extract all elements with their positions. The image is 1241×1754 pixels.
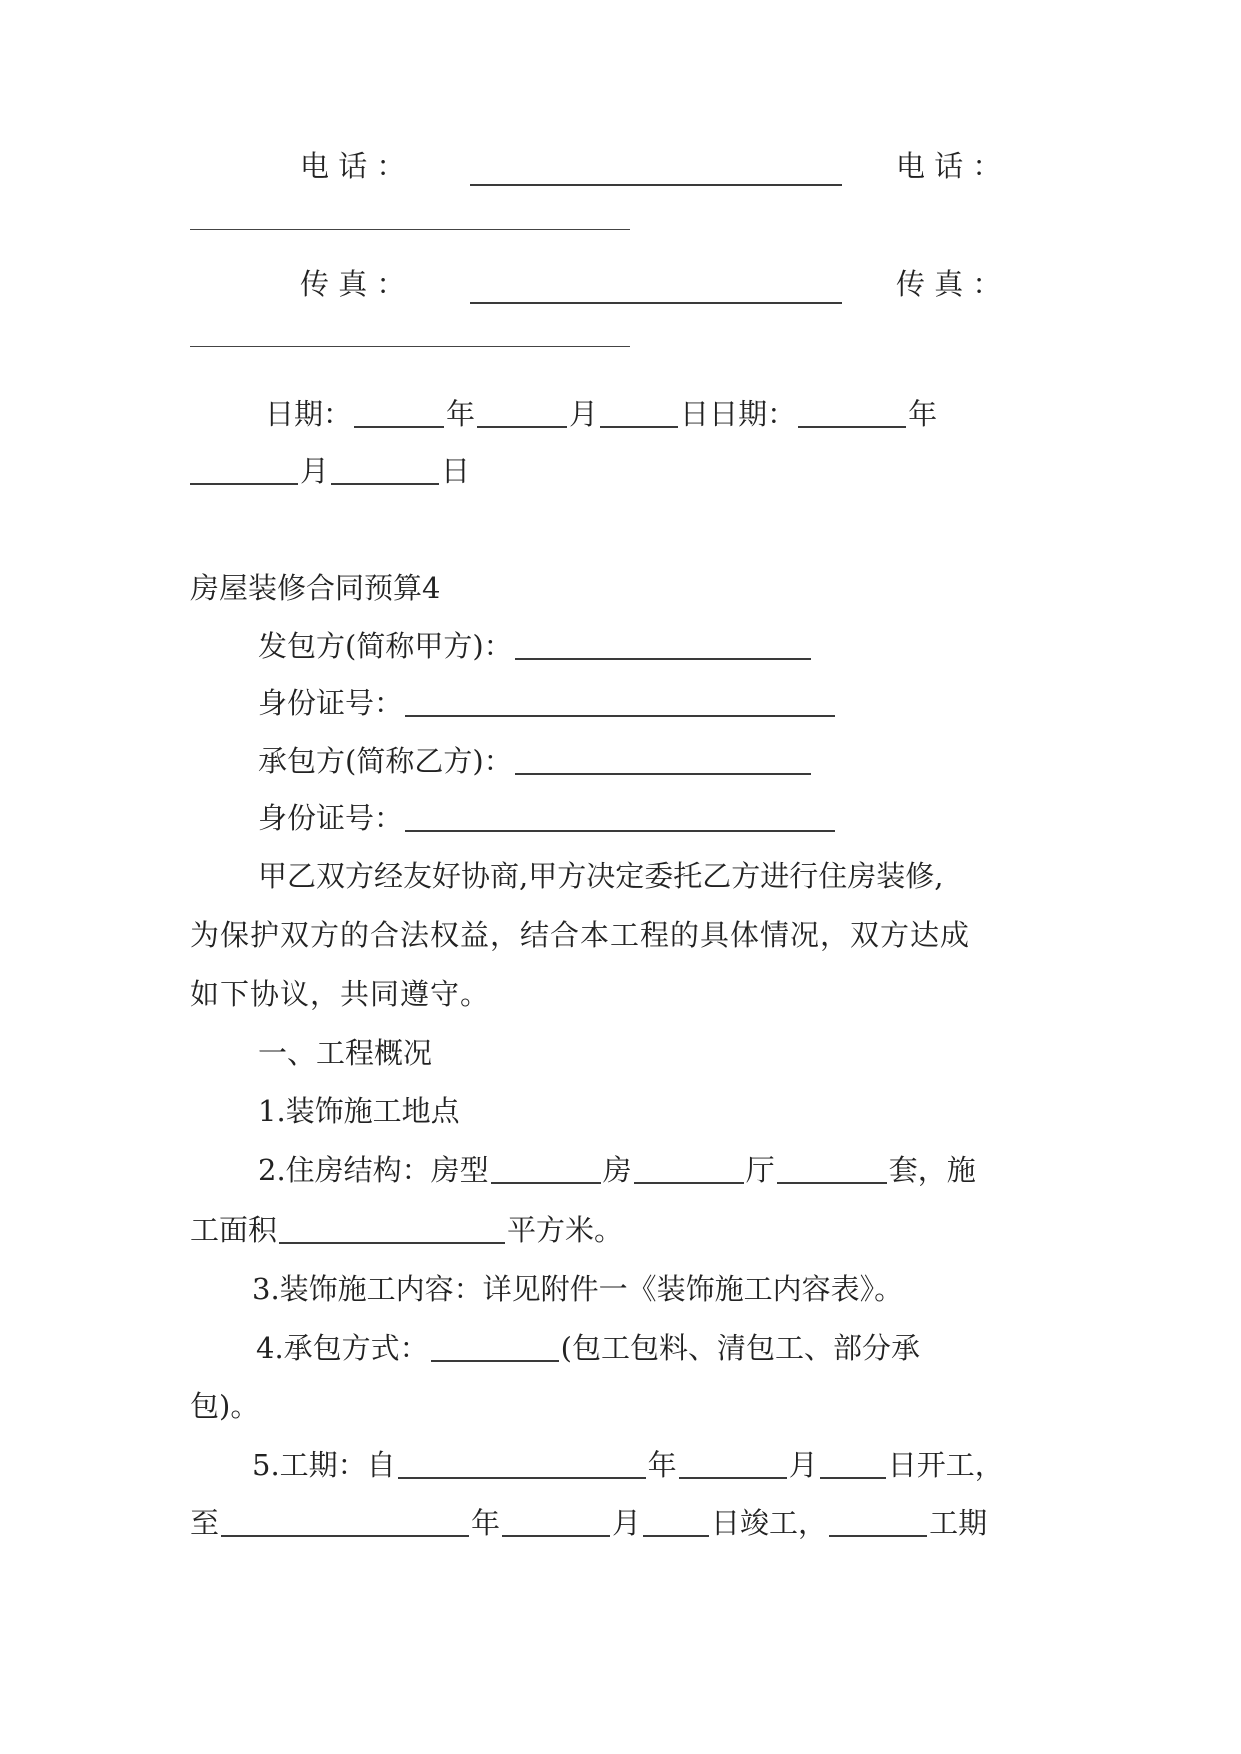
year-blank-1 xyxy=(354,426,444,428)
para1-line1: 甲乙双方经友好协商,甲方决定委托乙方进行住房装修, xyxy=(258,859,944,893)
room-blank xyxy=(491,1182,601,1184)
fax-right-label: 传 真 ： xyxy=(896,267,1002,301)
item-1: 1.装饰施工地点 xyxy=(258,1094,460,1128)
section-title: 房屋装修合同预算4 xyxy=(190,571,441,605)
contract-method-blank xyxy=(431,1360,559,1362)
month-blank-2 xyxy=(190,483,298,485)
item-3: 3.装饰施工内容：详见附件一《装饰施工内容表》。 xyxy=(252,1272,904,1306)
para1-line2: 为保护双方的合法权益，结合本工程的具体情况，双方达成 xyxy=(190,918,971,952)
fax-left-blank xyxy=(470,302,842,304)
section-1-heading: 一、工程概况 xyxy=(258,1036,433,1070)
id-b-label: 身份证号： xyxy=(258,801,404,835)
item-4-line1 xyxy=(256,1331,1048,1365)
date-label-2: 日期： xyxy=(709,397,797,431)
year-2: 年 xyxy=(908,397,938,431)
id-b-line xyxy=(258,801,1050,835)
id-a-label: 身份证号： xyxy=(258,686,404,720)
room-unit: 房 xyxy=(602,1153,632,1187)
day-2: 日 xyxy=(441,454,471,488)
phone-right-blank xyxy=(190,229,630,230)
hall-blank xyxy=(634,1182,744,1184)
area-blank xyxy=(279,1242,505,1244)
month-2: 月 xyxy=(300,454,330,488)
para1-line3: 如下协议，共同遵守。 xyxy=(190,977,491,1011)
end-label: 至 xyxy=(190,1506,220,1540)
phone-left-blank xyxy=(470,184,842,186)
id-a-line xyxy=(258,686,1050,720)
end-year: 年 xyxy=(471,1506,501,1540)
start-year: 年 xyxy=(647,1448,677,1482)
phone-right-label: 电 话 ： xyxy=(896,149,1002,183)
party-b-line xyxy=(258,744,1050,778)
party-b-label: 承包方(简称乙方)： xyxy=(258,744,513,778)
duration-label: 工期 xyxy=(929,1506,988,1540)
end-month-blank xyxy=(502,1535,610,1537)
start-year-blank xyxy=(398,1477,646,1479)
party-a-label: 发包方(简称甲方)： xyxy=(258,629,513,663)
item-4-label: 4.承包方式： xyxy=(256,1331,429,1365)
phone-left-label: 电 话 ： xyxy=(300,149,406,183)
party-b-blank xyxy=(515,773,811,775)
item-2-line2 xyxy=(190,1213,1050,1247)
fax-left-label: 传 真 ： xyxy=(300,267,406,301)
month-1: 月 xyxy=(569,397,599,431)
date-label-1: 日期： xyxy=(265,397,353,431)
start-day: 日开工， xyxy=(887,1448,1004,1482)
hall-unit: 厅 xyxy=(745,1153,775,1187)
area-label: 工面积 xyxy=(190,1213,278,1247)
date-line xyxy=(265,397,1045,431)
set-unit: 套，施 xyxy=(888,1153,976,1187)
party-a-line xyxy=(258,629,1050,663)
year-1: 年 xyxy=(446,397,476,431)
item-5-line1 xyxy=(252,1448,1044,1482)
start-day-blank xyxy=(820,1477,886,1479)
area-unit: 平方米。 xyxy=(507,1213,624,1247)
party-a-blank xyxy=(515,658,811,660)
date-line-cont xyxy=(190,454,1050,488)
year-blank-2 xyxy=(798,426,906,428)
fax-right-blank xyxy=(190,346,630,347)
item-2-line1 xyxy=(258,1153,1050,1187)
duration-blank xyxy=(829,1535,927,1537)
end-month: 月 xyxy=(612,1506,642,1540)
day-1: 日 xyxy=(680,397,710,431)
day-blank-1 xyxy=(600,426,678,428)
id-b-blank xyxy=(405,830,835,832)
id-a-blank xyxy=(405,715,835,717)
day-blank-2 xyxy=(331,483,439,485)
item-5-label: 5.工期：自 xyxy=(252,1448,396,1482)
end-day-blank xyxy=(643,1535,709,1537)
item-2-label: 2.住房结构：房型 xyxy=(258,1153,489,1187)
item-5-line2 xyxy=(190,1506,1050,1540)
month-blank-1 xyxy=(477,426,567,428)
item-4-line2: 包)。 xyxy=(190,1389,260,1423)
end-year-blank xyxy=(221,1535,469,1537)
end-day: 日竣工， xyxy=(711,1506,828,1540)
start-month-blank xyxy=(679,1477,787,1479)
start-month: 月 xyxy=(788,1448,818,1482)
set-blank xyxy=(777,1182,887,1184)
item-4-options: (包工包料、清包工、部分承 xyxy=(560,1331,920,1365)
